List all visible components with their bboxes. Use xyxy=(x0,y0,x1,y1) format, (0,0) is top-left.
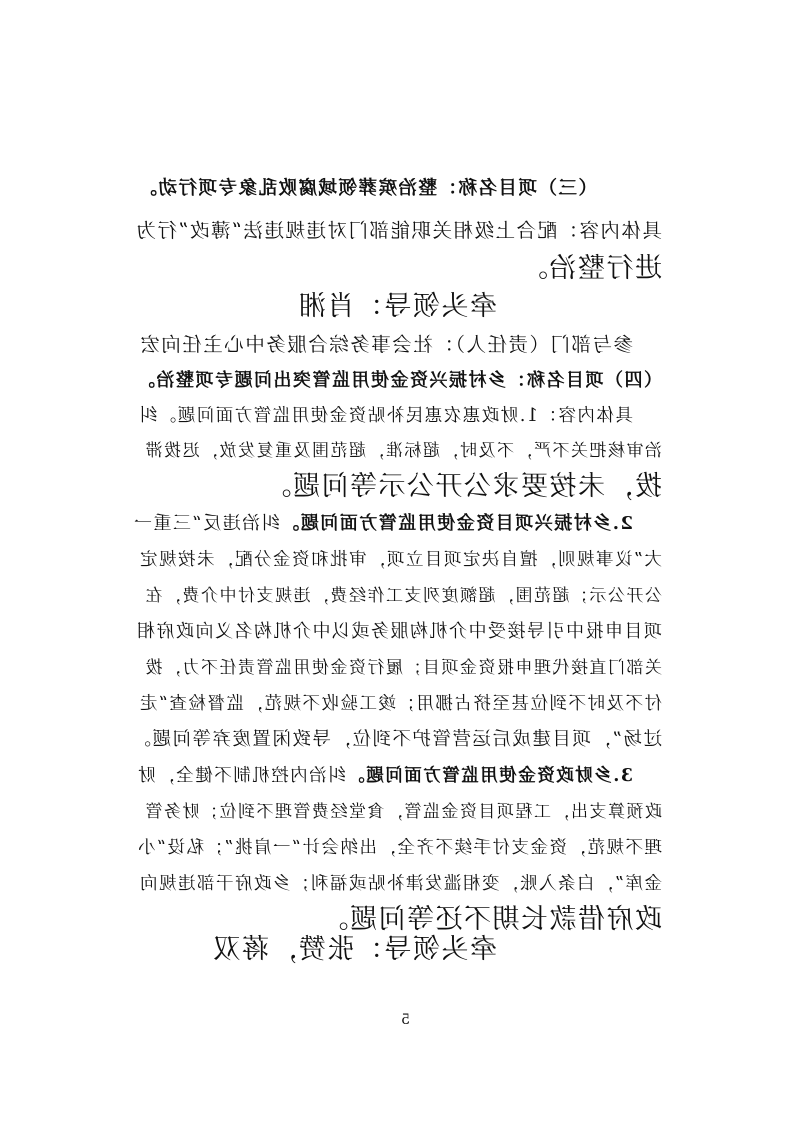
item3-line4: 政府借款长期不还等问题。 xyxy=(320,904,662,935)
item3-line3: 金库”，白条入账，变相滥发津补贴或福利；乡政府干部违规向 xyxy=(138,874,662,894)
section3-content-line2: 进行整治。 xyxy=(519,253,662,284)
item2-line5: 付不及时不到位甚至挤占挪用；竣工验收不规范，监督检查“走 xyxy=(138,694,662,714)
section4-line2: 治审核把关不严，不及时，超标准，超范围及重复发放，迟拨滞 xyxy=(144,441,662,461)
item3-line2: 理不规范，资金支付手续不齐全，出纳会计“一肩挑”；私设“小 xyxy=(136,838,662,858)
item2-line4: 关部门直接代理申报资金项目；履行资金使用监管责任不力，拨 xyxy=(144,658,662,678)
item2-heading-rest: 纠治违反“三重一 xyxy=(132,513,280,534)
item3-heading-rest: 纠治内控机制不健全，财 xyxy=(136,766,346,786)
section4-lead: 牵头领导：张赞，蒋双 xyxy=(212,934,497,965)
section3-participants: 参与部门（责任人）：社会事务综合服务中心主任向宏 xyxy=(138,333,633,356)
item2-heading-line xyxy=(133,509,634,539)
section4-line1: 具体内容：1.财政惠农惠民补贴资金使用监管方面问题。纠 xyxy=(138,406,633,426)
section3-lead: 牵头领导：肖湘 xyxy=(297,291,497,322)
section3-content-line1: 具体内容：配合上级相关职能部门对违规违法“薄改”行为 xyxy=(135,219,662,242)
section3-heading: （三）项目名称：整治殡葬领域腐败乱象专项行动。 xyxy=(136,178,597,199)
item2-line3: 项目申报中引导接受中介机构服务或以中介机构名义向政府相 xyxy=(135,621,662,642)
item3-line1: 政预算支出，工程项目资金监管，食堂经费管理不到位；财务管 xyxy=(144,802,662,822)
item2-line1: 大”议事规则，擅自决定项目立项，审批和资金分配，未按规定 xyxy=(138,550,662,570)
item2-heading: 2.乡村振兴项目资金使用监管方面问题。 xyxy=(279,513,633,534)
item2-line6: 过场”，项目建成后运营管护不到位，导致闲置废弃等问题。 xyxy=(131,729,662,750)
section4-line3: 拨，未按要求公开公示等问题。 xyxy=(263,471,662,502)
section4-heading: （四）项目名称：乡村振兴资金使用监管突出问题专项整治。 xyxy=(135,370,662,391)
item3-heading-line xyxy=(137,761,633,791)
item3-heading: 3.乡财政资金使用监管方面问题。 xyxy=(345,766,633,786)
page-number: 5 xyxy=(401,1012,410,1028)
item2-line2: 公开公示；超范围，超额度列支工作经费，违规支付中介费，在 xyxy=(144,586,662,606)
